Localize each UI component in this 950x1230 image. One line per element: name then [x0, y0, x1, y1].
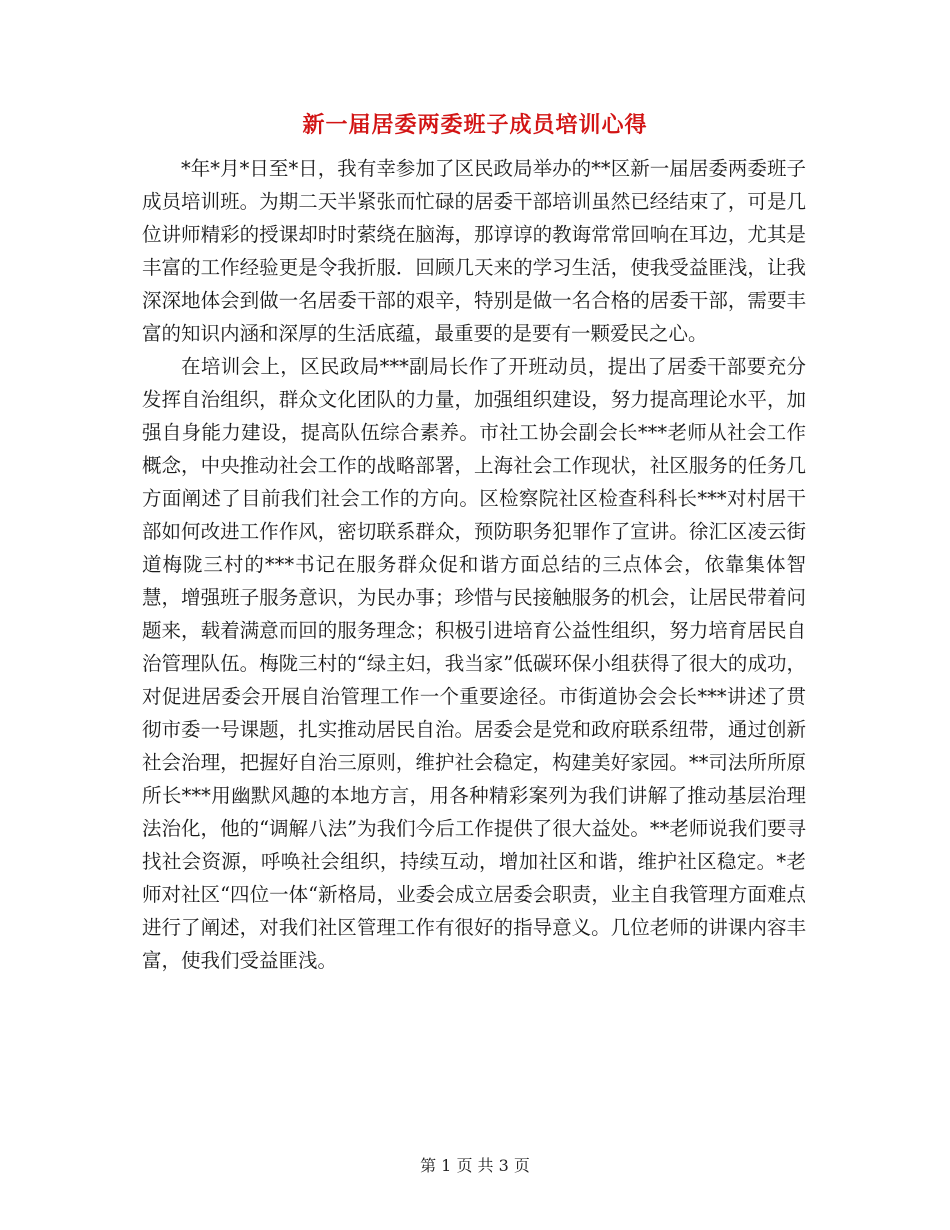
- paragraph-2: 在培训会上，区民政局***副局长作了开班动员，提出了居委干部要充分发挥自治组织，群众文化团队的力量，加强组织建设，努力提高理论水平，加强自身能力建设，提高队伍综合素养。市社工协会副会长***老师从社会工作概念，中央推动社会工作的战略部署，上海社会工作现状，社区服务的任务几方面阐述了目前我们社会工作的方向。区检察院社区检查科科长***对村居干部如何改进工作作风，密切联系群众，预防职务犯罪作了宣讲。徐汇区凌云街道梅陇三村的***书记在服务群众促和谐方面总结的三点体会，依靠集体智慧，增强班子服务意识，为民办事；珍惜与民接触服务的机会，让居民带着问题来，载着满意而回的服务理念；积极引进培育公益性组织，努力培育居民自治管理队伍。梅陇三村的“绿主妇，我当家”低碳环保小组获得了很大的成功，对促进居委会开展自治管理工作一个重要途径。市街道协会会长***讲述了贯彻市委一号课题，扎实推动居民自治。居委会是党和政府联系纽带，通过创新社会治理，把握好自治三原则，维护社会稳定，构建美好家园。**司法所所原所长***用幽默风趣的本地方言，用各种精彩案列为我们讲解了推动基层治理法治化，他的“调解八法”为我们今后工作提供了很大益处。**老师说我们要寻找社会资源，呼唤社会组织，持续互动，增加社区和谐，维护社区稳定。*老师对社区“四位一体“新格局，业委会成立居委会职责，业主自我管理方面难点进行了阐述，对我们社区管理工作有很好的指导意义。几位老师的讲课内容丰富，使我们受益匪浅。: [142, 355, 806, 972]
- page-footer: [0, 1153, 950, 1176]
- page-number: 第 1 页 共 3 页: [420, 1156, 530, 1175]
- document-body: [142, 152, 806, 977]
- paragraph-1: *年*月*日至*日，我有幸参加了区民政局举办的**区新一届居委两委班子成员培训班。为期二天半紧张而忙碌的居委干部培训虽然已经结束了，可是几位讲师精彩的授课却时时萦绕在脑海，那谆谆的教诲常常回响在耳边，尤其是丰富的工作经验更是令我折服．回顾几天来的学习生活，使我受益匪浅，让我深深地体会到做一名居委干部的艰辛，特别是做一名合格的居委干部，需要丰富的知识内涵和深厚的生活底蕴，最重要的是要有一颗爱民之心。: [142, 157, 806, 345]
- document-title: 新一届居委两委班子成员培训心得: [302, 113, 648, 138]
